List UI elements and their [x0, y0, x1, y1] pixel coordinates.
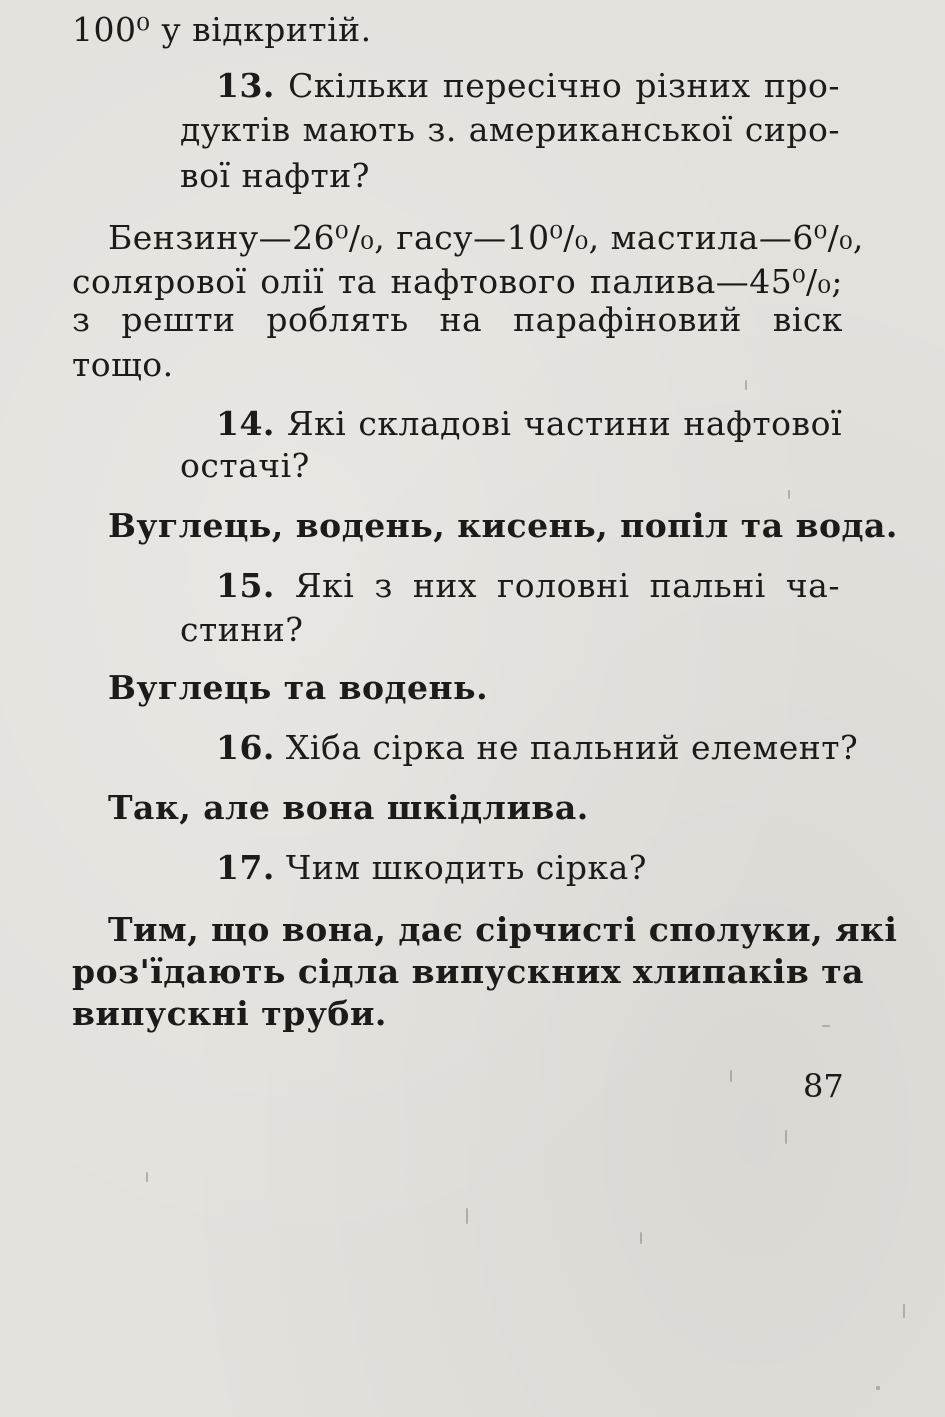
answer-17-line-2: роз'їдають сідла випускних хлипаків та [72, 952, 865, 991]
question-15-text-1: Які з них головні пальні ча- [294, 566, 840, 605]
question-14-text-1: Які складові частини нафтової [287, 404, 842, 443]
question-13-line-1 [216, 66, 840, 106]
question-13-line-3: вої нафти? [180, 156, 370, 195]
paper-speck [730, 1070, 732, 1082]
paper-speck [146, 1172, 148, 1182]
question-15-line-2: стини? [180, 610, 304, 649]
paper-speck [640, 1232, 642, 1244]
answer-14-line-1: Вуглець, водень, кисень, попіл та вода. [108, 506, 898, 545]
answer-15-line-1: Вуглець та водень. [108, 668, 489, 707]
top-line: 100⁰ у відкритій. [72, 10, 372, 49]
question-17-text-1: Чим шкодить сірка? [285, 848, 647, 887]
paper-speck [785, 1130, 787, 1144]
answer-17-line-1: Тим, що вона, дає сірчисті сполуки, які [108, 910, 898, 949]
answer-17-line-3: випускні труби. [72, 994, 387, 1033]
question-14-number: 14. [216, 404, 275, 443]
question-17-line-1 [216, 848, 716, 888]
page-number: 87 [803, 1067, 844, 1105]
question-13-line-2: дуктів мають з. американської сиро- [180, 110, 840, 149]
answer-13-line-4: тощо. [72, 345, 174, 384]
question-16-number: 16. [216, 728, 275, 767]
paper-speck [466, 1208, 468, 1224]
paper-speck [788, 490, 790, 499]
paper-speck [903, 1304, 905, 1318]
answer-13-line-3: з решти роблять на парафіновий віск [72, 300, 843, 339]
question-15-number: 15. [216, 566, 275, 605]
question-14-line-1 [216, 404, 842, 444]
question-13-text-1: Скільки пересічно різних про- [288, 66, 840, 105]
paper-speck [876, 1386, 880, 1390]
question-15-line-1 [216, 566, 840, 606]
question-13-number: 13. [216, 66, 275, 105]
question-16-line-1 [216, 728, 859, 768]
question-14-line-2: остачі? [180, 446, 310, 485]
paper-speck [745, 380, 747, 390]
answer-13-line-2: солярової олії та нафтового палива—45⁰/₀; [72, 262, 843, 301]
question-16-text-1: Хіба сірка не пальний елемент? [285, 728, 859, 767]
paper-speck [822, 1025, 830, 1027]
question-17-number: 17. [216, 848, 275, 887]
answer-16-line-1: Так, але вона шкідлива. [108, 788, 589, 827]
answer-13-line-1: Бензину—26⁰/₀, гасу—10⁰/₀, мастила—6⁰/₀, [108, 218, 864, 257]
